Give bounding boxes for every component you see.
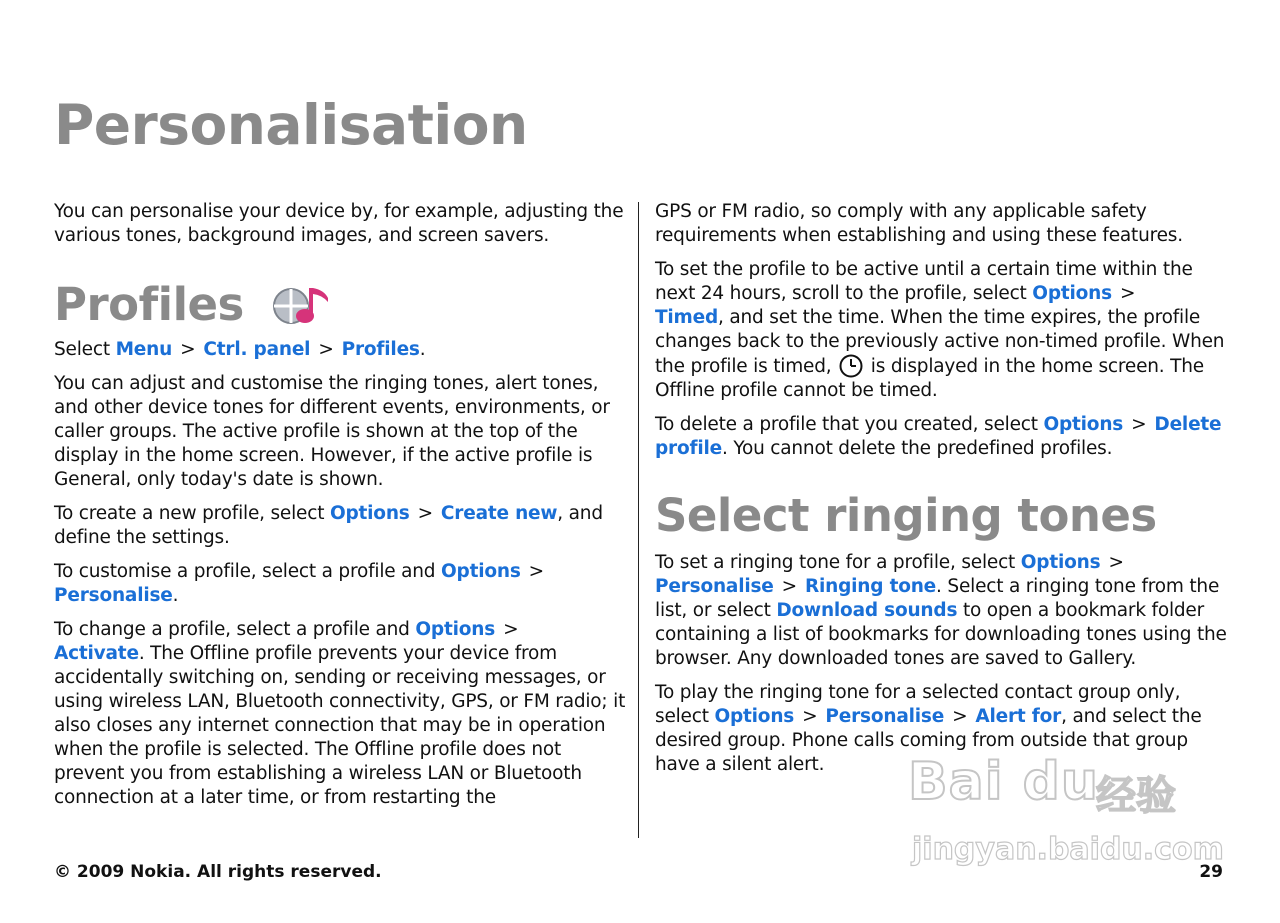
- menu-link[interactable]: Menu: [115, 339, 173, 360]
- path-separator: >: [503, 619, 519, 640]
- options-link[interactable]: Options: [329, 503, 410, 524]
- watermark-chinese: 经验: [1096, 773, 1176, 819]
- watermark-logo: Bai du: [908, 752, 1099, 812]
- personalise-link[interactable]: Personalise: [655, 576, 774, 597]
- adjust-paragraph: You can adjust and customise the ringing tones, alert tones, and other device tones for different events, environments, or caller groups. The active profile is shown at the top of the display in the home screen. However, if the active profile is General, only today's date is shown.: [54, 373, 610, 490]
- left-column: [54, 200, 626, 820]
- create-new-link[interactable]: Create new: [440, 503, 558, 524]
- clock-icon: [839, 354, 863, 378]
- activate-link[interactable]: Activate: [54, 643, 139, 664]
- customise-paragraph: To customise a profile, select a profile and Options > Personalise.: [54, 560, 626, 608]
- page-number: 29: [1199, 862, 1223, 882]
- timed-paragraph: To set the profile to be active until a certain time within the next 24 hours, scroll to the profile, select Options > Timed, and set the time. When the time expires, the profile changes back to the previously active non-timed profile. When the profile is timed, is displayed in the home screen. The Offline profile cannot be timed.: [655, 259, 1225, 401]
- download-sounds-link[interactable]: Download sounds: [776, 600, 958, 621]
- create-paragraph: To create a new profile, select Options > Create new, and define the settings.: [54, 503, 603, 548]
- profiles-app-icon: [272, 282, 330, 328]
- path-separator: >: [952, 706, 968, 727]
- path-separator: >: [528, 561, 544, 582]
- path-separator: >: [1131, 414, 1147, 435]
- path-separator: >: [802, 706, 818, 727]
- right-column: [655, 200, 1229, 787]
- intro-paragraph: You can personalise your device by, for example, adjusting the various tones, background images, and screen savers.: [54, 201, 624, 246]
- timed-link[interactable]: Timed: [655, 307, 719, 328]
- options-link[interactable]: Options: [1020, 552, 1101, 573]
- ctrl-panel-link[interactable]: Ctrl. panel: [203, 339, 311, 360]
- path-separator: >: [180, 339, 196, 360]
- options-link[interactable]: Options: [415, 619, 496, 640]
- options-link[interactable]: Options: [441, 561, 521, 582]
- alert-for-link[interactable]: Alert for: [975, 706, 1062, 727]
- set-tone-paragraph: To set a ringing tone for a profile, select Options > Personalise > Ringing tone. Select a ringing tone from the list, or select Download sounds to open a bookmark folder containing a list of bookmarks for downloading tones using the browser. Any downloaded tones are saved to Gallery.: [655, 552, 1227, 669]
- path-separator: >: [318, 339, 334, 360]
- column-divider: [638, 202, 639, 838]
- ringing-tone-link[interactable]: Ringing tone: [804, 576, 937, 597]
- profiles-heading: [54, 278, 626, 332]
- group-tone-paragraph: To play the ringing tone for a selected contact group only, select Options > Personalise > Alert for, and select the desired group. Phone calls coming from outside that group have a silent alert.: [655, 682, 1202, 775]
- path-separator: >: [781, 576, 797, 597]
- path-separator: >: [1119, 283, 1136, 304]
- page-title: Personalisation: [54, 93, 528, 157]
- personalise-link[interactable]: Personalise: [825, 706, 945, 727]
- options-link[interactable]: Options: [714, 706, 795, 727]
- options-link[interactable]: Options: [1032, 283, 1112, 304]
- continued-paragraph: GPS or FM radio, so comply with any applicable safety requirements when establishing and using these features.: [655, 201, 1183, 246]
- delete-paragraph: To delete a profile that you created, select Options > Delete profile. You cannot delete the predefined profiles.: [655, 414, 1222, 459]
- path-separator: >: [417, 503, 433, 524]
- ringing-tones-heading: Select ringing tones: [655, 489, 1157, 542]
- profiles-heading-text: Profiles: [54, 278, 244, 331]
- path-separator: >: [1108, 552, 1124, 573]
- watermark-url: jingyan.baidu.com: [912, 832, 1224, 867]
- change-paragraph: To change a profile, select a profile and Options > Activate. The Offline profile prevents your device from accidentally switching on, sending or receiving messages, or using wireless LAN, Bluetooth connectivity, GPS, or FM radio; it also closes any internet connection that may be in operation when the profile is selected. The Offline profile does not prevent you from establishing a wireless LAN or Bluetooth connection at a later time, or from restarting the: [54, 619, 626, 808]
- footer-copyright: © 2009 Nokia. All rights reserved.: [54, 862, 382, 882]
- select-path: Select Menu > Ctrl. panel > Profiles.: [54, 339, 426, 360]
- personalise-link[interactable]: Personalise: [54, 585, 173, 606]
- profiles-link[interactable]: Profiles: [341, 339, 420, 360]
- delete-profile-link[interactable]: Delete profile: [655, 414, 1222, 459]
- options-link[interactable]: Options: [1043, 414, 1124, 435]
